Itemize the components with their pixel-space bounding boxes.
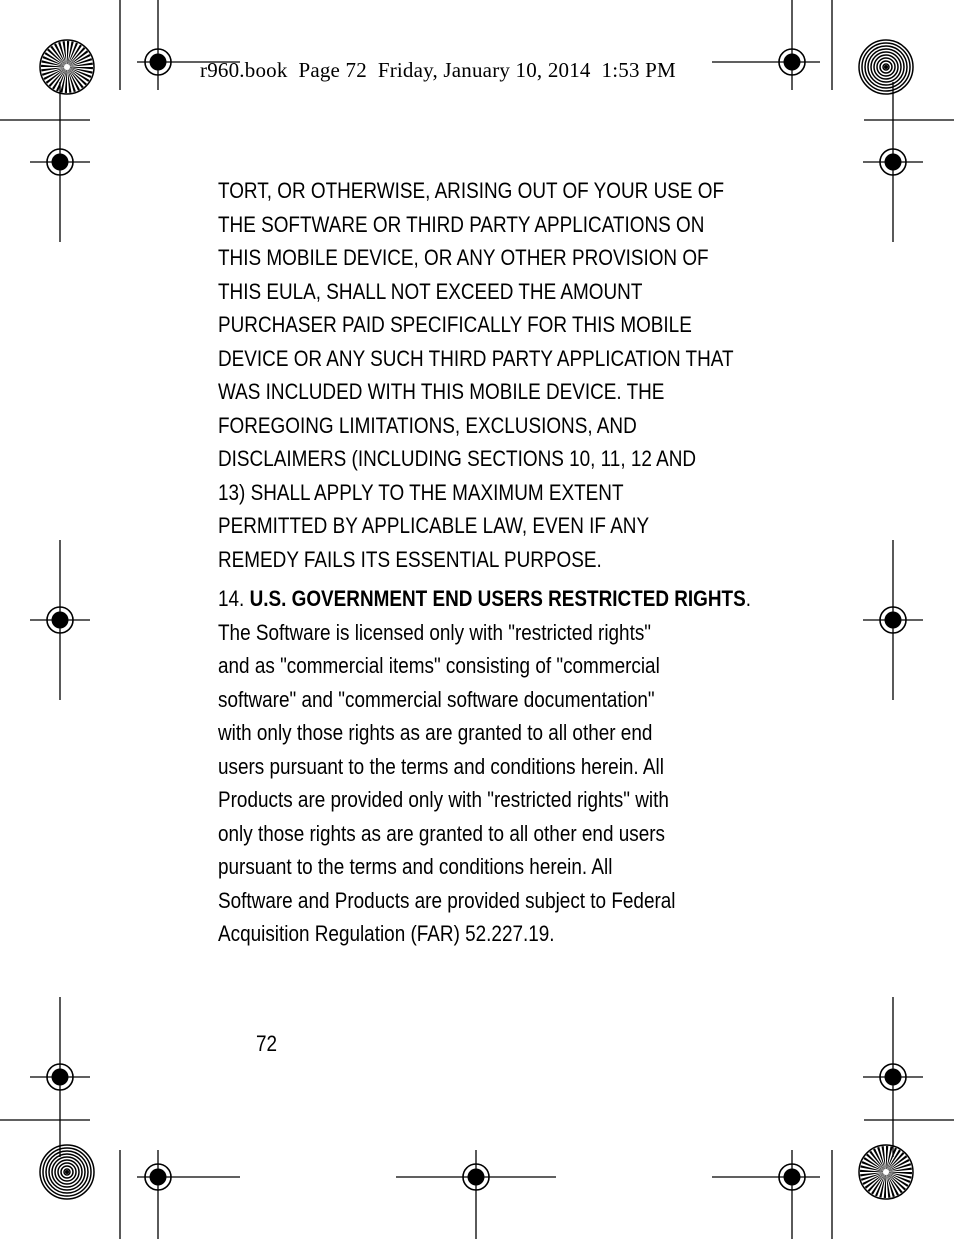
text-line: Acquisition Regulation (FAR) 52.227.19. bbox=[218, 921, 555, 946]
text-line: REMEDY FAILS ITS ESSENTIAL PURPOSE. bbox=[218, 546, 602, 572]
text-line: only those rights as are granted to all other end users bbox=[218, 820, 665, 846]
section-title-period: . bbox=[745, 586, 752, 611]
text-line: DISCLAIMERS (INCLUDING SECTIONS 10, 11, 12 AND bbox=[218, 446, 697, 471]
text-line: software" and "commercial software documentation" bbox=[218, 686, 655, 712]
section-14-paragraph bbox=[218, 582, 768, 951]
text-line: THIS MOBILE DEVICE, OR ANY OTHER PROVISION OF bbox=[218, 245, 709, 270]
print-header: r960.book Page 72 Friday, January 10, 2014 1:53 PM bbox=[200, 58, 676, 82]
text-line: The Software is licensed only with "restricted rights" bbox=[218, 619, 652, 645]
section-heading-line bbox=[218, 582, 768, 616]
text-line: WAS INCLUDED WITH THIS MOBILE DEVICE. THE bbox=[218, 379, 665, 404]
text-line: users pursuant to the terms and conditions herein. All bbox=[218, 753, 664, 779]
text-line: 13) SHALL APPLY TO THE MAXIMUM EXTENT bbox=[218, 479, 624, 505]
color-bar-center bbox=[65, 1170, 69, 1174]
text-line: and as "commercial items" consisting of "commercial bbox=[218, 653, 660, 678]
text-line: THE SOFTWARE OR THIRD PARTY APPLICATIONS ON bbox=[218, 211, 705, 237]
page-number: 72 bbox=[256, 1031, 278, 1056]
text-line: with only those rights as are granted to all other end bbox=[218, 720, 653, 745]
text-line: Products are provided only with "restricted rights" with bbox=[218, 787, 669, 812]
text-line: DEVICE OR ANY SUCH THIRD PARTY APPLICATION THAT bbox=[218, 345, 734, 371]
color-bar-center bbox=[884, 65, 888, 69]
text-line: FOREGOING LIMITATIONS, EXCLUSIONS, AND bbox=[218, 412, 637, 438]
color-bar-center bbox=[64, 64, 70, 70]
section-number: 14. bbox=[218, 586, 250, 611]
color-bar-center bbox=[883, 1169, 889, 1175]
text-line: pursuant to the terms and conditions herein. All bbox=[218, 854, 613, 879]
text-line: Software and Products are provided subject to Federal bbox=[218, 887, 676, 913]
text-line: TORT, OR OTHERWISE, ARISING OUT OF YOUR USE OF bbox=[218, 178, 725, 203]
eula-paragraph-continuation bbox=[218, 174, 768, 576]
section-title: U.S. GOVERNMENT END USERS RESTRICTED RIGHTS bbox=[249, 586, 746, 611]
text-line: PURCHASER PAID SPECIFICALLY FOR THIS MOBILE bbox=[218, 312, 692, 337]
text-line: PERMITTED BY APPLICABLE LAW, EVEN IF ANY bbox=[218, 513, 650, 538]
text-line: THIS EULA, SHALL NOT EXCEED THE AMOUNT bbox=[218, 278, 643, 304]
